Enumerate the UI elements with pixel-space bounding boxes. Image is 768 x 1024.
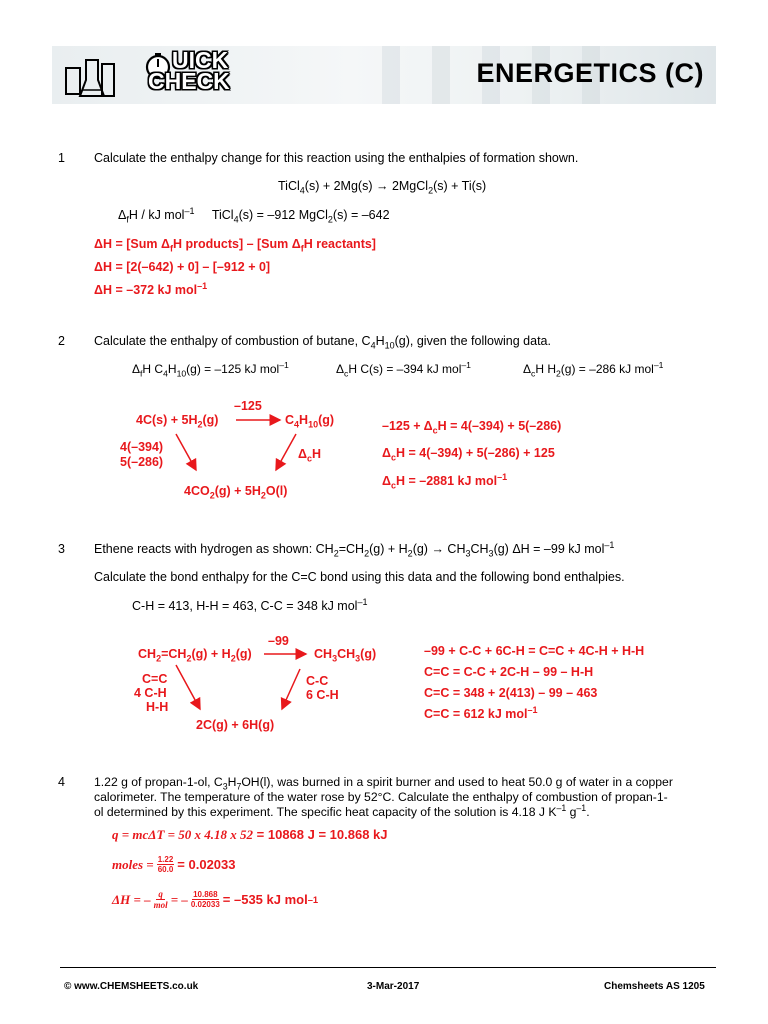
combustion-data: $\Delta_cH$ $H_2(g) = -286$ kJ mol$^{-1}$: [523, 360, 664, 379]
lab-glassware-icon: [62, 50, 122, 102]
cycle-label: 4 C-H: [134, 686, 167, 700]
cycle-atoms: 2C(g) + 6H(g): [196, 718, 275, 732]
answer-line: ΔH = –372 kJ mol$^{-1}$: [94, 280, 208, 297]
cycle-label: C-C: [306, 674, 329, 688]
cycle-label: C=C: [142, 672, 168, 686]
formation-data: $\Delta_fH$ / kJ mol$^{-1}$ TiCl$_4$(s) = –912 MgCl$_2$(s) = –642: [118, 205, 390, 225]
question-number: 3: [58, 542, 65, 556]
answer-line: ΔH = – q mol = – $\frac{10.868}{0.02033}$ = –535 kJ mol –1: [112, 889, 319, 910]
bond-enthalpy-data: C-H = 413, H-H = 463, C-C = 348 kJ mol$^{-1}$: [132, 596, 368, 613]
working-line: C=C = 612 kJ mol$^{-1}$: [424, 704, 538, 721]
question-number: 4: [58, 775, 65, 789]
cycle-label: 5(–286): [120, 455, 164, 469]
question-text: Calculate the bond enthalpy for the C=C bond using this data and the following bond enthalpies.: [94, 570, 625, 584]
working-line: $\Delta_cH = 4(-394) + 5(-286) + 125$: [382, 446, 555, 463]
cycle-value: –125: [234, 399, 262, 413]
working-line: C=C = C-C + 2C-H – 99 – H-H: [424, 665, 594, 679]
reaction-equation: TiCl$_4$(s) + 2Mg(s) → 2MgCl$_2$(s) + Ti(s): [278, 179, 487, 196]
cycle-reactants: $CH_2=CH_2(g) + H_2(g)$: [138, 647, 252, 664]
working-line: –99 + C-C + 6C-H = C=C + 4C-H + H-H: [424, 644, 645, 658]
question-number: 2: [58, 334, 65, 348]
quick-check-logo: UICK CHECK: [148, 47, 230, 94]
cycle-label: 4(–394): [120, 440, 164, 454]
working-line: C=C = 348 + 2(413) – 99 – 463: [424, 686, 598, 700]
footer-reference: Chemsheets AS 1205: [604, 981, 705, 992]
cycle-label: $\Delta_cH$: [298, 447, 322, 464]
footer-divider: [60, 967, 716, 968]
question-text: calorimeter. The temperature of the water rose by 52°C. Calculate the enthalpy of combustion of propan-1-: [94, 790, 668, 804]
cycle-ethane: $CH_3CH_3(g)$: [314, 647, 377, 664]
working-line: $-125 + \Delta_cH = 4(-394) + 5(-286)$: [382, 419, 562, 436]
answer-line: moles = $\frac{1.22}{60.0}$ = 0.02033: [112, 855, 236, 874]
question-text: ol determined by this experiment. The specific heat capacity of the solution is 4.18 J $K^{-1}$ $g^{-1}$.: [94, 802, 590, 819]
cycle-products: $4CO_2(g) + 5H_2O(l)$: [184, 484, 288, 501]
question-number: 1: [58, 151, 65, 165]
question-text: Calculate the enthalpy of combustion of butane, $C_4H_{10}(g)$, given the following data.: [94, 334, 551, 351]
cycle-reactants: $4C(s) + 5H_2(g)$: [136, 413, 219, 430]
answer-line: ΔH = [Sum $\Delta_fH$ products] – [Sum $\Delta_fH$ reactants]: [94, 237, 376, 254]
footer-website: © www.CHEMSHEETS.co.uk: [64, 981, 199, 992]
combustion-data: $\Delta_cH$ C(s) = –394 kJ mol$^{-1}$: [336, 360, 471, 379]
cycle-label: H-H: [146, 700, 169, 714]
question-text: Ethene reacts with hydrogen as shown: $CH_2=CH_2(g) + H_2(g) \to CH_3CH_3(g) \Delta H = -99$ kJ mol$^{-1}$: [94, 539, 615, 559]
cycle-butane: $C_4H_{10}(g)$: [285, 413, 335, 430]
working-line: $\Delta_cH = -2881$ kJ mol$^{-1}$: [382, 471, 508, 491]
footer-date: 3-Mar-2017: [367, 981, 420, 992]
formation-data: $\Delta_fH$ $C_4H_{10}(g) = -125$ kJ mol$^{-1}$: [132, 360, 289, 379]
answer-line: q = mcΔT = 50 x 4.18 x 52 = 10868 J = 10.868 kJ: [112, 827, 388, 842]
answer-line: ΔH = [2(–642) + 0] – [–912 + 0]: [94, 260, 271, 274]
cycle-value: –99: [268, 634, 289, 648]
question-text: Calculate the enthalpy change for this reaction using the enthalpies of formation shown.: [94, 151, 579, 165]
question-text: 1.22 g of propan-1-ol, $C_3H_7OH(l)$, was burned in a spirit burner and used to heat 50.0 g of water in a copper: [94, 775, 673, 792]
cycle-label: 6 C-H: [306, 688, 339, 702]
page-title: ENERGETICS (C): [476, 58, 704, 88]
